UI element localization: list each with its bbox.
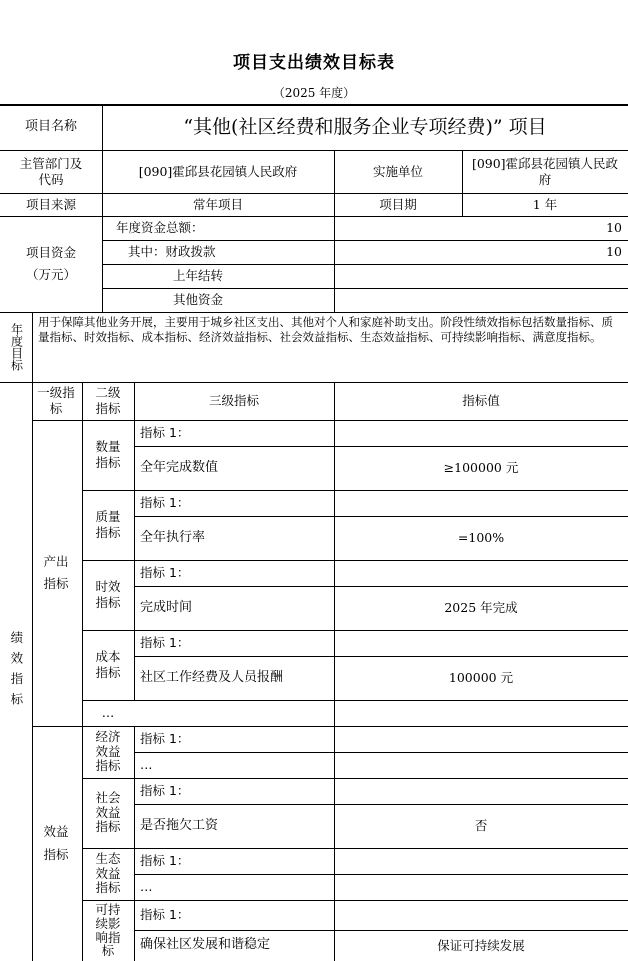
cost-indicator-label: 成本指标 xyxy=(95,649,121,680)
impl-label: 实施单位 xyxy=(372,163,423,179)
econ-idx: 指标 1： xyxy=(140,731,190,747)
time-value: 2025 年完成 xyxy=(444,600,518,616)
social-indicator-label: 社会效益指标 xyxy=(95,790,121,835)
time-indicator-label: 时效指标 xyxy=(95,579,121,610)
grid-line xyxy=(334,382,335,961)
time-idx: 指标 1： xyxy=(140,565,190,581)
quantity-idx: 指标 1： xyxy=(140,425,190,441)
source-value: 常年项目 xyxy=(192,196,243,212)
quality-indicator-label: 质量指标 xyxy=(95,509,121,540)
output-ellipsis: … xyxy=(101,705,115,721)
grid-line xyxy=(102,240,628,241)
project-name-label: 项目名称 xyxy=(24,119,77,135)
annual-goal-label: 年度目标 xyxy=(9,323,24,371)
indicators-section-label: 绩效指标 xyxy=(8,630,24,713)
col-level1-header: 一级指标 xyxy=(37,385,75,416)
grid-line xyxy=(82,778,628,779)
annual-goal-text: 用于保障其他业务开展，主要用于城乡社区支出、其他对个人和家庭补助支出。阶段性绩效指标包括数量指标、质量指标、时效指标、成本指标、经济效益指标、社会效益指标、生态效益指标、可持续影响指标、满意度指标。 xyxy=(38,315,613,344)
funds-fiscal-label: 其中：财政拨款 xyxy=(128,244,216,260)
grid-line xyxy=(82,560,628,561)
cost-name: 社区工作经费及人员报酬 xyxy=(140,669,284,685)
grid-line xyxy=(82,848,628,849)
grid-line xyxy=(134,752,628,753)
funds-other-value xyxy=(334,288,628,312)
grid-line xyxy=(134,382,135,700)
grid-line xyxy=(134,726,135,961)
grid-line xyxy=(134,516,628,517)
grid-line xyxy=(82,490,628,491)
grid-line xyxy=(102,264,628,265)
period-value: 1 年 xyxy=(532,196,558,212)
grid-line xyxy=(334,150,335,312)
eco-ellipsis: … xyxy=(140,879,153,895)
page-subtitle: （2025 年度） xyxy=(272,86,356,100)
grid-line xyxy=(0,382,628,383)
grid-line xyxy=(134,804,628,805)
grid-line xyxy=(102,105,103,312)
benefit-indicators-label: 效益指标 xyxy=(43,824,69,862)
output-indicators-label: 产出指标 xyxy=(43,553,69,591)
quantity-value: ≥100000 元 xyxy=(443,460,519,476)
grid-line xyxy=(82,700,628,701)
table-top-border xyxy=(0,104,628,106)
social-value: 否 xyxy=(474,818,488,834)
page-title: 项目支出绩效目标表 xyxy=(233,53,395,73)
sustain-value: 保证可持续发展 xyxy=(437,937,525,953)
funds-total-value: 10 xyxy=(606,220,622,236)
quality-value: =100% xyxy=(457,530,505,546)
grid-line xyxy=(0,312,628,313)
grid-line xyxy=(32,420,628,421)
quantity-name: 全年完成数值 xyxy=(140,459,219,475)
col-value-header: 指标值 xyxy=(462,393,500,409)
dept-label: 主管部门及代码 xyxy=(19,155,83,187)
grid-line xyxy=(0,193,628,194)
period-label: 项目期 xyxy=(379,196,417,212)
grid-line xyxy=(462,150,463,216)
col-level2-header: 二级指标 xyxy=(95,385,121,416)
grid-line xyxy=(0,216,628,217)
eco-indicator-label: 生态效益指标 xyxy=(95,851,121,896)
project-name-value: “其他(社区经费和服务企业专项经费)” 项目 xyxy=(183,115,547,138)
grid-line xyxy=(134,446,628,447)
grid-line xyxy=(82,900,628,901)
quality-idx: 指标 1： xyxy=(140,495,190,511)
social-name: 是否拖欠工资 xyxy=(140,817,219,833)
econ-ellipsis: … xyxy=(140,757,153,773)
grid-line xyxy=(134,656,628,657)
grid-line xyxy=(134,930,628,931)
col-level3-header: 三级指标 xyxy=(208,393,259,409)
sustain-idx: 指标 1： xyxy=(140,907,190,923)
time-name: 完成时间 xyxy=(140,599,193,615)
econ-indicator-label: 经济效益指标 xyxy=(95,729,121,774)
grid-line xyxy=(134,874,628,875)
grid-line xyxy=(82,382,83,961)
cost-idx: 指标 1： xyxy=(140,635,190,651)
sustain-indicator-label: 可持续影响指标 xyxy=(95,902,121,959)
quality-name: 全年执行率 xyxy=(140,529,206,545)
funds-total-label: 年度资金总额： xyxy=(116,220,204,236)
funds-label: 项目资金（万元） xyxy=(25,244,76,282)
dept-value: [090]霍邱县花园镇人民政府 xyxy=(138,163,298,179)
grid-line xyxy=(134,586,628,587)
source-label: 项目来源 xyxy=(25,196,76,212)
eco-idx: 指标 1： xyxy=(140,853,190,869)
sustain-name: 确保社区发展和谐稳定 xyxy=(140,937,271,953)
quantity-indicator-label: 数量指标 xyxy=(95,439,121,470)
grid-line xyxy=(0,150,628,151)
grid-line xyxy=(32,726,628,727)
cost-value: 100000 元 xyxy=(448,670,514,686)
grid-line xyxy=(32,312,33,961)
social-idx: 指标 1： xyxy=(140,783,190,799)
grid-line xyxy=(102,288,628,289)
funds-fiscal-value: 10 xyxy=(606,244,622,260)
funds-carry-label: 上年结转 xyxy=(172,268,223,284)
impl-value: [090]霍邱县花园镇人民政府 xyxy=(471,155,619,187)
grid-line xyxy=(82,630,628,631)
funds-carry-value xyxy=(334,264,628,288)
funds-other-label: 其他资金 xyxy=(172,292,223,308)
